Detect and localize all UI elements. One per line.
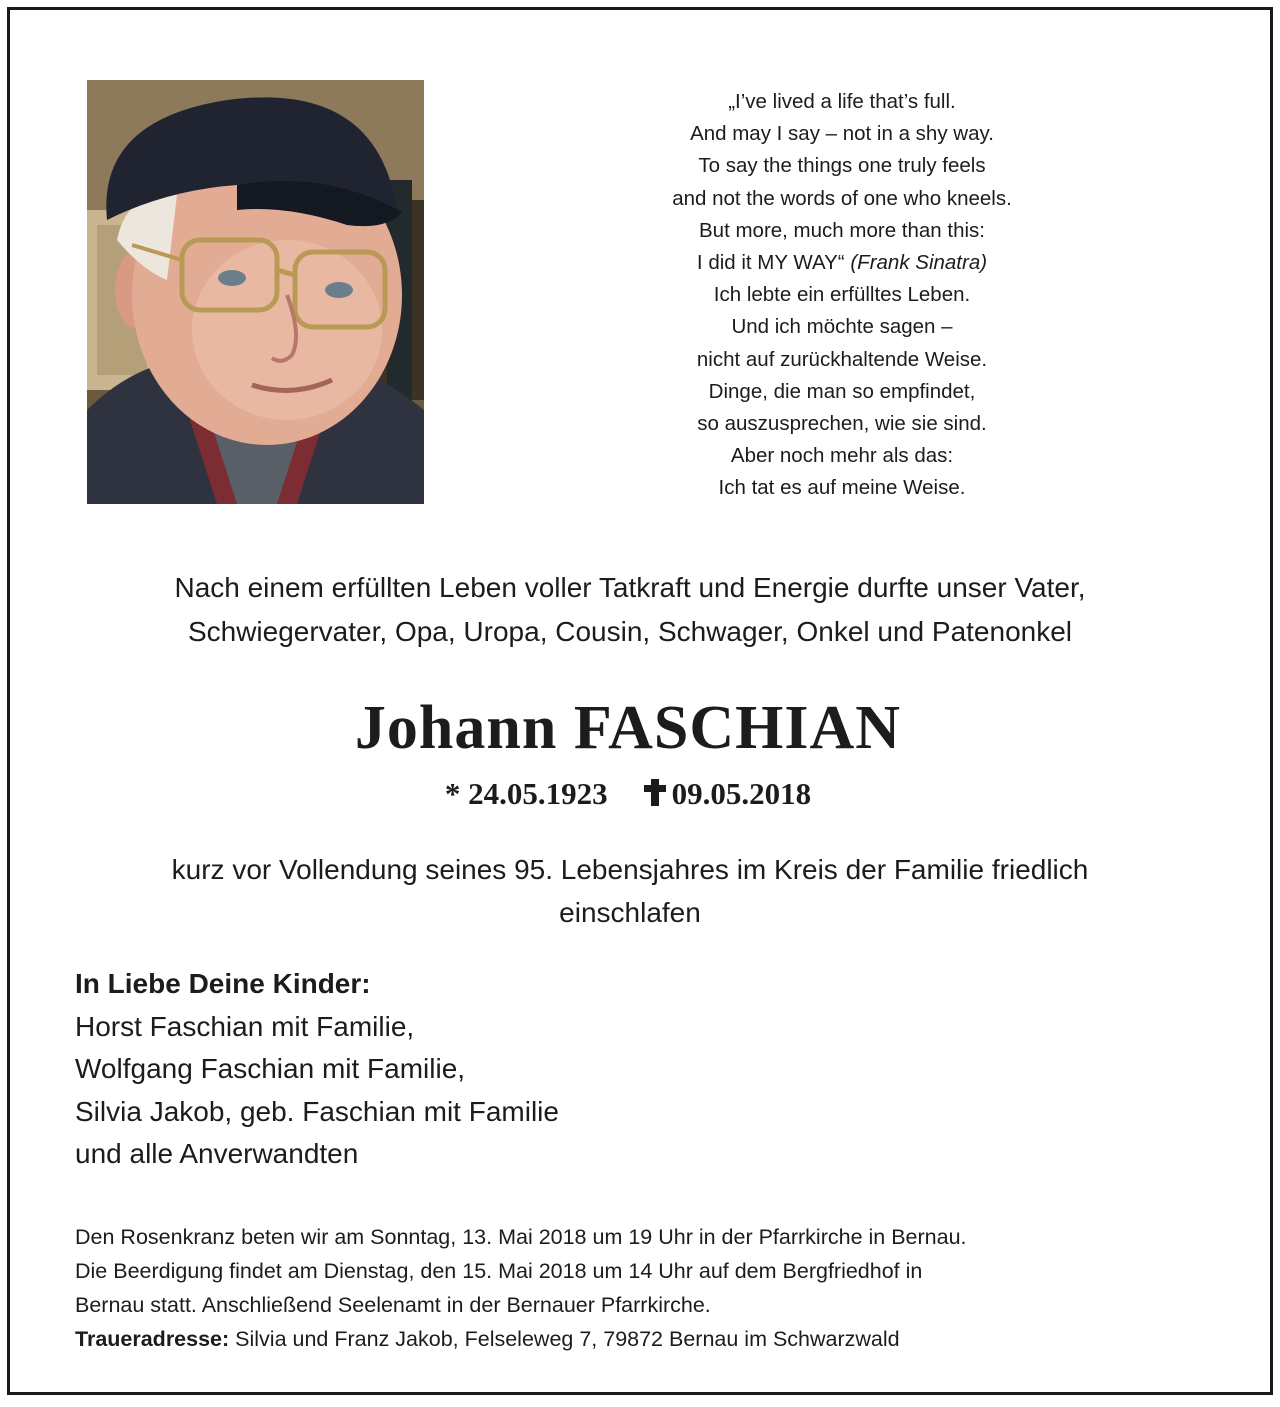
quote-attribution: (Frank Sinatra) xyxy=(850,251,988,275)
mourning-address xyxy=(75,1322,1225,1356)
intro-text xyxy=(40,566,1220,654)
family-member: Wolfgang Faschian mit Familie, xyxy=(75,1053,466,1084)
portrait-illustration xyxy=(87,80,424,504)
address-label: Traueradresse: xyxy=(75,1327,230,1351)
family-member: Silvia Jakob, geb. Faschian mit Familie xyxy=(75,1095,559,1127)
birth-date: * 24.05.1923 xyxy=(444,776,608,811)
translation-line: so auszusprechen, wie sie sind. xyxy=(697,412,987,436)
sinatra-quote xyxy=(604,86,1080,505)
translation-line: Ich tat es auf meine Weise. xyxy=(718,476,966,500)
intro-line: Schwiegervater, Opa, Uropa, Cousin, Schwager, Onkel und Patenonkel xyxy=(187,616,1073,647)
notice-line: Bernau statt. Anschließend Seelenamt in der Bernauer Pfarrkirche. xyxy=(75,1293,711,1317)
cross-icon xyxy=(644,779,666,806)
quote-line xyxy=(604,247,1080,279)
translation-line: Und ich möchte sagen – xyxy=(731,315,953,339)
intro-line: Nach einem erfüllten Leben voller Tatkraft und Energie durfte unser Vater, xyxy=(174,572,1086,603)
quote-line: To say the things one truly feels xyxy=(698,154,986,178)
portrait-photo xyxy=(87,80,424,504)
quote-line: and not the words of one who kneels. xyxy=(672,186,1012,210)
notice-line: Die Beerdigung findet am Dienstag, den 15. Mai 2018 um 14 Uhr auf dem Bergfriedhof in xyxy=(75,1259,923,1283)
translation-line: Ich lebte ein erfülltes Leben. xyxy=(713,283,971,307)
translation-line: nicht auf zurückhaltende Weise. xyxy=(696,347,988,371)
translation-line: Dinge, die man so empfindet, xyxy=(708,379,976,403)
quote-line: And may I say – not in a shy way. xyxy=(690,122,994,146)
passing-text xyxy=(40,848,1220,934)
family-list xyxy=(75,963,975,1176)
passing-line: kurz vor Vollendung seines 95. Lebensjahres im Kreis der Familie friedlich xyxy=(171,854,1089,885)
death-date: 09.05.2018 xyxy=(671,776,812,811)
quote-last-line: I did it MY WAY“ xyxy=(696,251,845,275)
family-member: und alle Anverwandten xyxy=(75,1138,359,1169)
family-member: Horst Faschian mit Familie, xyxy=(75,1010,415,1042)
notice-line: Den Rosenkranz beten wir am Sonntag, 13. Mai 2018 um 19 Uhr in der Pfarrkirche in Bernau. xyxy=(75,1225,967,1249)
address-text: Silvia und Franz Jakob, Felseleweg 7, 79872 Bernau im Schwarzwald xyxy=(229,1327,900,1351)
quote-line: „I’ve lived a life that’s full. xyxy=(728,90,956,113)
family-heading: In Liebe Deine Kinder: xyxy=(75,968,371,999)
life-dates xyxy=(0,772,1256,816)
quote-line: But more, much more than this: xyxy=(699,218,985,242)
passing-line: einschlafen xyxy=(559,897,701,928)
service-notice xyxy=(75,1220,1225,1356)
deceased-name: Johann FASCHIAN xyxy=(354,694,902,762)
translation-line: Aber noch mehr als das: xyxy=(730,444,954,468)
